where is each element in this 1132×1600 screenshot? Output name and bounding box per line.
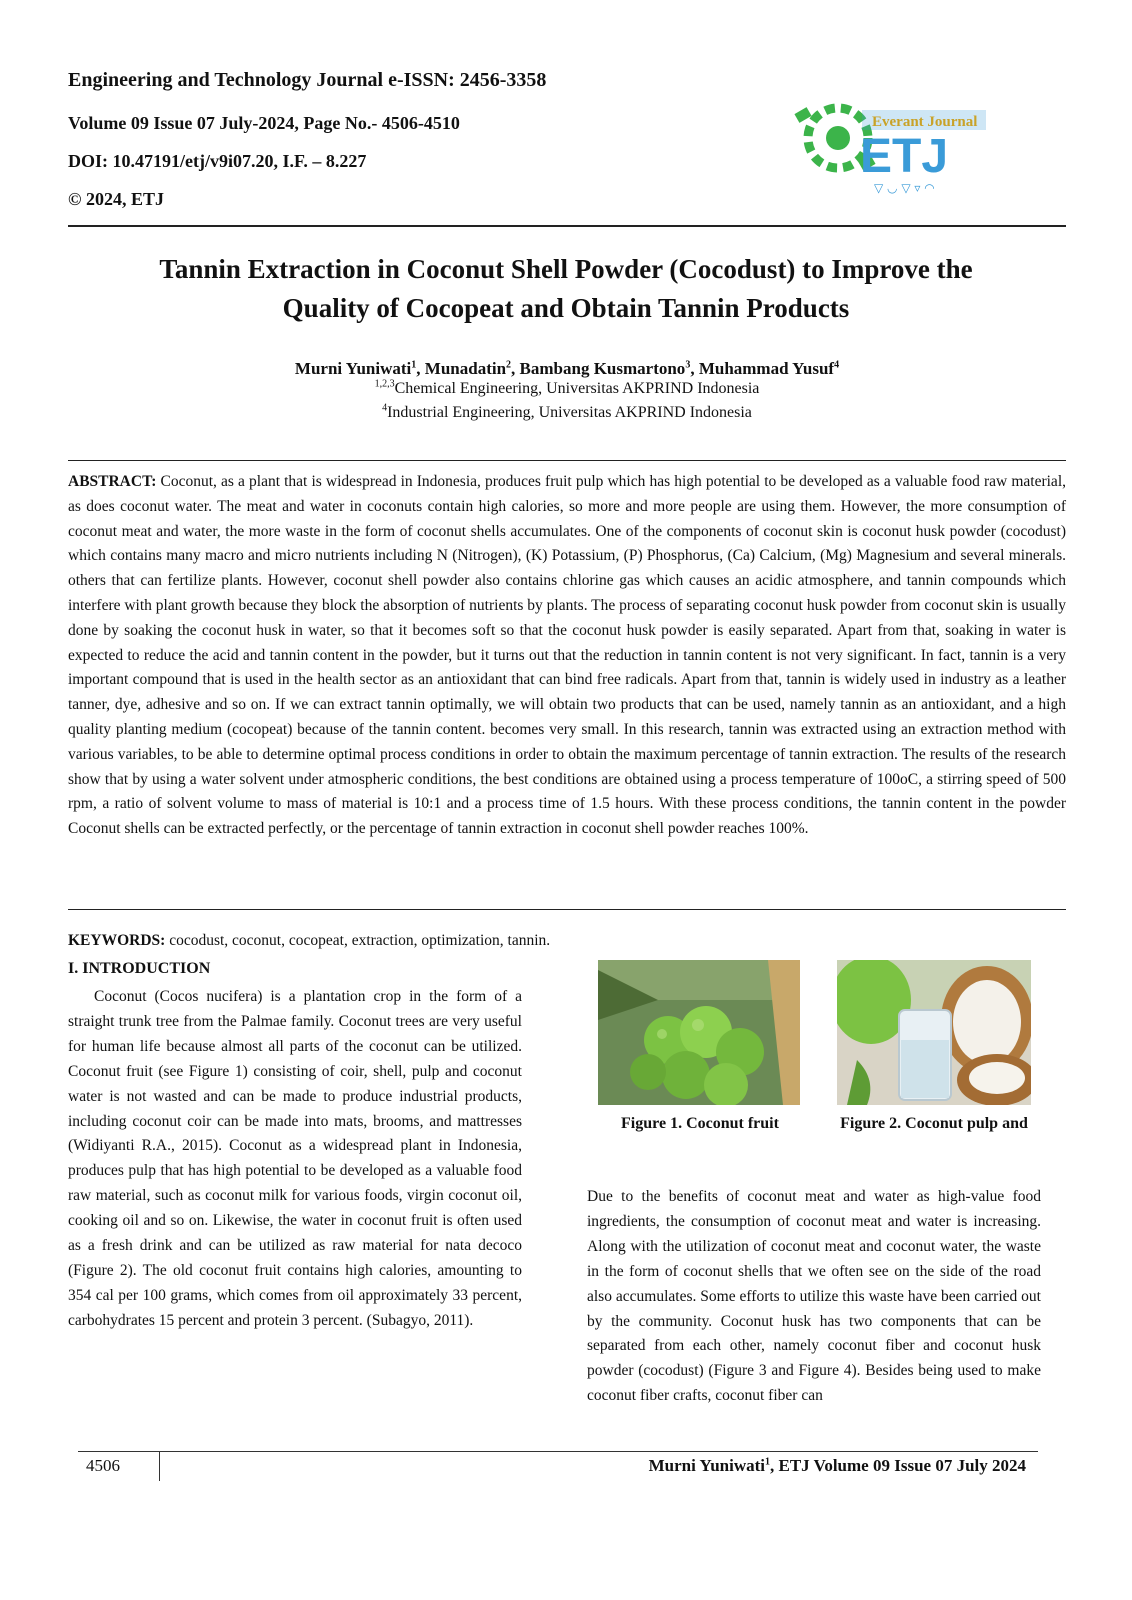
affiliation-1: $^{1,2,3}$Chemical Engineering, Universitas AKPRIND Indonesia	[374, 378, 760, 397]
author-3: Bambang Kusmartono$^3$	[519, 359, 691, 378]
section-heading-introduction: I. INTRODUCTION	[68, 960, 211, 977]
svg-text:ETJ: ETJ	[860, 130, 949, 183]
abstract-top-rule	[68, 460, 1066, 461]
footer-divider	[159, 1451, 160, 1481]
abstract-label: ABSTRACT:	[68, 473, 157, 490]
figure-2-caption: Figure 2. Coconut pulp and	[840, 1115, 1028, 1132]
page-number: 4506	[86, 1456, 120, 1475]
svg-text:Everant Journal: Everant Journal	[872, 114, 978, 130]
footer-rule	[78, 1451, 1038, 1452]
paper-title	[80, 250, 1052, 328]
volume-info: Volume 09 Issue 07 July-2024, Page No.- 4506-4510	[68, 113, 460, 133]
header-divider	[68, 225, 1066, 227]
title-line-2: Quality of Cocopeat and Obtain Tannin Products	[282, 293, 850, 323]
keywords	[68, 932, 1066, 950]
footer-citation: Murni Yuniwati$^1$, ETJ Volume 09 Issue 07 July 2024	[648, 1456, 1026, 1475]
coconut-fruit-illustration	[598, 960, 800, 1105]
affiliation-2: $^4$Industrial Engineering, Universitas AKPRIND Indonesia	[382, 402, 752, 421]
title-line-1: Tannin Extraction in Coconut Shell Powder (Cocodust) to Improve the	[159, 254, 973, 284]
author-1: Murni Yuniwati$^1$	[294, 359, 417, 378]
author-2: Munadatin$^2$	[424, 359, 512, 378]
journal-name: Engineering and Technology Journal e-ISSN: 2456-3358	[68, 69, 547, 91]
doi-info: DOI: 10.47191/etj/v9i07.20, I.F. – 8.227	[68, 151, 367, 171]
abstract-text: Coconut, as a plant that is widespread in Indonesia, produces fruit pulp which has high potential to be developed as a valuable food raw material, as does coconut water. The meat and water in coconuts contain high calories, so more and more people are using them. However, the more consumption of coconut meat and water, the more waste in the form of coconut shells accumulates. One of the components of coconut skin is coconut husk powder (cocodust) which contains many macro and micro nutrients including N (Nitrogen), (K) Potassium, (P) Phosphorus, (Ca) Calcium, (Mg) Magnesium and several minerals. others that can fertilize plants. However, coconut shell powder also contains chlorine gas which causes an acidic atmosphere, and tannin compounds which interfere with plant growth because they block the absorption of nutrients by plants. The process of separating coconut husk powder from coconut skin is usually done by soaking the coconut husk in water, so that it becomes soft so that the coconut husk powder is easily separated. Apart from that, soaking in water is expected to reduce the acid and tannin content in the powder, but it turns out that the reduction in tannin content is not very significant. In fact, tannin is a very important compound that is used in the health sector as an antioxidant that can bind free radicals. Apart from that, tannin is widely used in industry as a leather tanner, dye, adhesive and so on. If we can extract tannin optimally, we will obtain two products that can be used, namely tannin as an antioxidant, and a high quality planting medium (cocopeat) because of the tannin content. becomes very small. In this research, tannin was extracted using an extraction method with various variables, to be able to determine optimal process conditions in order to obtain the maximum percentage of tannin extraction. The results of the research show that by using a water solvent under atmospheric conditions, the best conditions are obtained using a process temperature of 100oC, a stirring speed of 500 rpm, a ratio of solvent volume to mass of material is 10:1 and a process time of 1.5 hours. With these process conditions, the tannin content in the powder Coconut shells can be extracted perfectly, or the percentage of tannin extraction in coconut shell powder reaches 100%.	[68, 473, 1066, 838]
keywords-top-rule	[68, 909, 1066, 910]
introduction-paragraph: Coconut (Cocos nucifera) is a plantation crop in the form of a straight trunk tree from the Palmae family. Coconut trees are very useful for human life because almost all parts of the coconut can be utilized. Coconut fruit (see Figure 1) consisting of coir, shell, pulp and coconut water is not wasted and can be made to produce industrial products, including coconut coir can be made into mats, brooms, and mattresses (Widiyanti R.A., 2015). Coconut as a widespread plant in Indonesia, produces pulp that has high potential to be developed as a valuable food raw material, such as coconut milk for various foods, virgin coconut oil, cooking oil and so on. Likewise, the water in coconut fruit is often used as a fresh drink and can be utilized as raw material for nata decoco (Figure 2). The old coconut fruit contains high calories, amounting to 354 cal per 100 grams, which comes from oil approximately 33 percent, carbohydrates 15 percent and protein 3 percent. (Subagyo, 2011).	[68, 988, 522, 1329]
journal-logo	[790, 92, 1000, 200]
figure-2-image	[837, 960, 1031, 1105]
abstract	[68, 470, 1066, 842]
figure-1-caption: Figure 1. Coconut fruit	[621, 1115, 779, 1132]
author-list: Murni Yuniwati$^1$, Munadatin$^2$, Bambang Kusmartono$^3$, Muhammad Yusuf$^4$	[294, 359, 840, 378]
etj-logo-graphic	[790, 92, 1000, 200]
right-column-paragraph: Due to the benefits of coconut meat and water as high-value food ingredients, the consumption of coconut meat and water is increasing. Along with the utilization of coconut meat and coconut water, the waste in the form of coconut shells that we often see on the side of the road also accumulates. Some efforts to utilize this waste have been carried out by the community. Coconut husk has two components that can be separated from each other, namely coconut fiber and coconut husk powder (cocodust) (Figure 3 and Figure 4). Besides being used to make coconut fiber crafts, coconut fiber can	[587, 1188, 1041, 1405]
keywords-text: cocodust, coconut, cocopeat, extraction, optimization, tannin.	[169, 932, 551, 949]
copyright: © 2024, ETJ	[68, 189, 164, 209]
figure-1-image	[598, 960, 800, 1105]
keywords-label: KEYWORDS:	[68, 932, 166, 949]
author-4: Muhammad Yusuf$^4$	[698, 359, 840, 378]
coconut-pulp-water-illustration	[837, 960, 1031, 1105]
svg-text:▽ ◡ ▽ ▿ ◠: ▽ ◡ ▽ ▿ ◠	[874, 181, 935, 195]
